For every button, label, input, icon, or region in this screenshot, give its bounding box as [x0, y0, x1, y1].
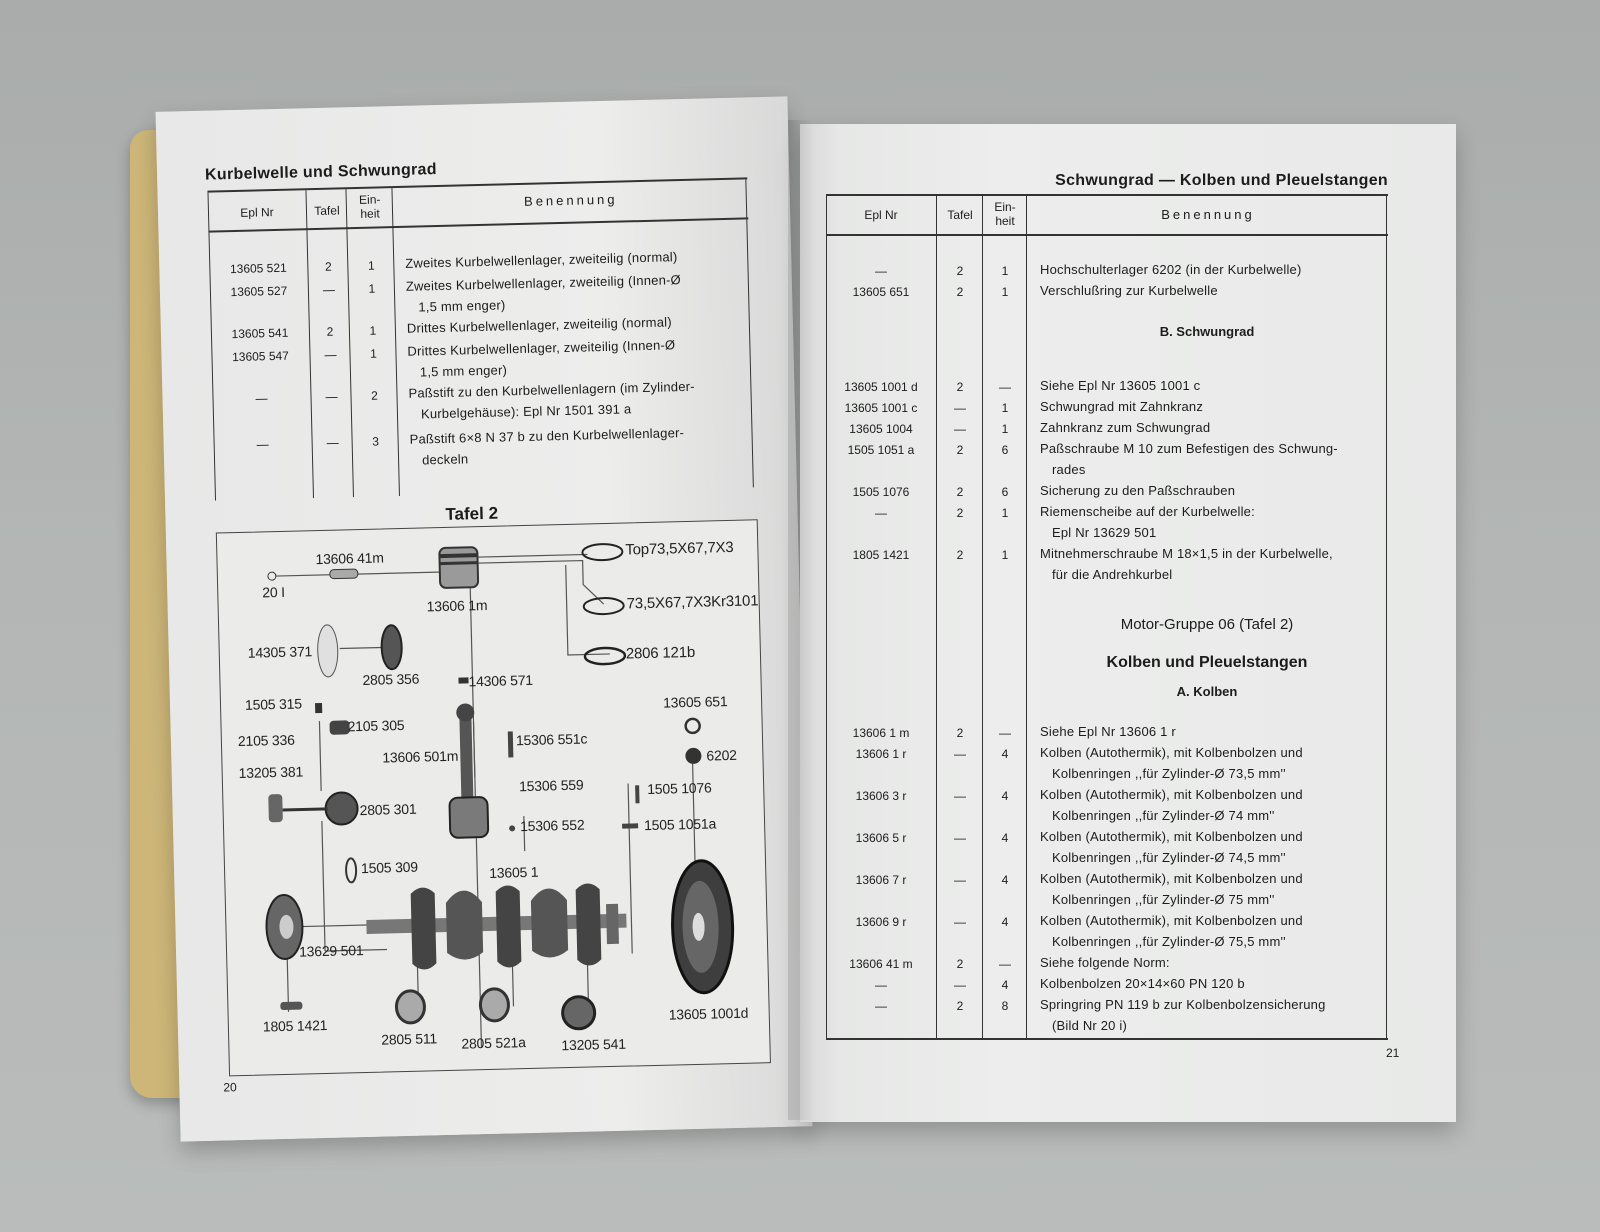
- tafel-value: 2: [956, 380, 964, 394]
- connecting-rod-icon: [447, 703, 488, 838]
- description-line: Kolben (Autothermik), mit Kolbenbolzen und: [1040, 871, 1303, 886]
- einheit-value: 1: [1001, 506, 1009, 520]
- epl-number: 13605 521: [229, 260, 287, 277]
- tafel-value: —: [322, 282, 336, 297]
- header-epl: Epl Nr: [240, 205, 274, 220]
- label-2105-305: 2105 305: [347, 716, 405, 735]
- tafel-value: 2: [956, 726, 964, 740]
- tafel-value: 2: [956, 485, 964, 499]
- description-line: Springring PN 119 b zur Kolbenbolzensicherung: [1040, 997, 1326, 1012]
- einheit-value: —: [999, 726, 1011, 740]
- right-page-title: Schwungrad — Kolben und Pleuelstangen: [1055, 172, 1388, 189]
- description-line: Verschlußring zur Kurbelwelle: [1040, 283, 1218, 298]
- header-benennung: Benennung: [1161, 207, 1255, 222]
- description-line: Zahnkranz zum Schwungrad: [1040, 420, 1211, 435]
- einheit-value: 6: [1001, 443, 1009, 457]
- einheit-value: 4: [1001, 873, 1009, 887]
- einheit-value: 4: [1001, 915, 1009, 929]
- einheit-value: 4: [1001, 831, 1009, 845]
- einheit-value: 4: [1001, 747, 1009, 761]
- table-row: [209, 247, 749, 277]
- description-line: 1,5 mm enger): [419, 362, 508, 380]
- left-parts-table: [207, 177, 754, 500]
- einheit-value: 4: [1001, 978, 1009, 992]
- einheit-value: —: [999, 957, 1011, 971]
- einheit-value: 1: [369, 323, 377, 338]
- label-1505-315: 1505 315: [244, 695, 303, 713]
- einheit-value: 3: [372, 434, 380, 449]
- tafel-value: 2: [956, 285, 964, 299]
- description-line: deckeln: [421, 451, 469, 468]
- tafel-value: —: [954, 401, 966, 415]
- description-line: Riemenscheibe auf der Kurbelwelle:: [1040, 504, 1255, 519]
- label-13605-651: 13605 651: [662, 693, 728, 711]
- exploded-parts-diagram: [216, 519, 771, 1076]
- epl-number: —: [875, 264, 887, 278]
- epl-number: —: [256, 437, 269, 452]
- tafel-value: —: [325, 389, 338, 404]
- epl-number: 13606 1 m: [852, 726, 910, 740]
- epl-number: 13605 651: [852, 285, 910, 299]
- tafel-value: —: [954, 747, 966, 761]
- epl-number: 1505 1076: [852, 485, 910, 499]
- description-line: für die Andrehkurbel: [1052, 567, 1173, 582]
- header-einheit: Ein- heit: [358, 192, 381, 221]
- tafel-value: —: [954, 978, 966, 992]
- label-14306-571: 14306 571: [468, 671, 534, 690]
- epl-number: 13605 547: [231, 348, 290, 365]
- label-13605-1: 13605 1: [489, 863, 539, 881]
- tafel-value: 2: [324, 259, 332, 274]
- description-line: Kolben (Autothermik), mit Kolbenbolzen und: [1040, 745, 1303, 760]
- description-line: Kurbelgehäuse): Epl Nr 1501 391 a: [420, 401, 632, 422]
- tafel-value: 2: [956, 506, 964, 520]
- einheit-value: —: [999, 380, 1011, 394]
- label-2805-521a: 2805 521a: [461, 1034, 526, 1052]
- description-line: Paßstift zu den Kurbelwellenlagern (im Zylinder-: [408, 378, 695, 401]
- epl-number: 13606 7 r: [855, 873, 907, 887]
- einheit-value: 1: [369, 346, 377, 361]
- description-line: Zweites Kurbelwellenlager, zweiteilig (Innen-Ø: [405, 272, 682, 294]
- label-15306-552: 15306 552: [519, 816, 585, 835]
- epl-number: 13606 1 r: [855, 747, 907, 761]
- description-line: Mitnehmerschraube M 18×1,5 in der Kurbelwelle,: [1040, 546, 1333, 561]
- description-line: Hochschulterlager 6202 (in der Kurbelwelle): [1040, 262, 1302, 277]
- einheit-value: 2: [370, 388, 379, 403]
- label-14305-371: 14305 371: [247, 643, 313, 661]
- label-6202: 6202: [706, 746, 737, 764]
- tafel-value: —: [326, 435, 339, 450]
- epl-number: 13606 9 r: [855, 915, 907, 929]
- left-page: [156, 96, 813, 1141]
- piston-pin-icon: [330, 569, 358, 579]
- tafel-value: 2: [956, 548, 964, 562]
- label-kr-ring: 73,5X67,7X3Kr3101: [626, 592, 759, 613]
- tafel-value: 2: [956, 957, 964, 971]
- label-13606-41m: 13606 41m: [315, 549, 384, 568]
- description-line: 1,5 mm enger): [418, 297, 506, 315]
- description-line: Siehe Epl Nr 13605 1001 c: [1040, 378, 1201, 393]
- tafel-value: 2: [956, 443, 964, 457]
- label-13606-1m: 13606 1m: [426, 596, 488, 615]
- tafel-value: —: [954, 789, 966, 803]
- tafel-value: —: [954, 422, 966, 436]
- einheit-value: 1: [368, 281, 376, 296]
- crankshaft-icon: [366, 883, 628, 971]
- label-top-ring: Top73,5X67,7X3: [625, 538, 734, 559]
- epl-number: —: [875, 506, 887, 520]
- epl-number: 13605 1001 d: [844, 380, 918, 394]
- label-13605-1001d: 13605 1001d: [668, 1004, 749, 1023]
- kolben-section-title: Kolben und Pleuelstangen: [1106, 654, 1308, 671]
- label-2805-301: 2805 301: [359, 800, 417, 819]
- description-line: Kolben (Autothermik), mit Kolbenbolzen und: [1040, 913, 1303, 928]
- label-2805-356: 2805 356: [362, 670, 420, 688]
- table-header: [208, 179, 749, 232]
- table-row: [213, 423, 753, 468]
- einheit-value: 8: [1001, 999, 1009, 1013]
- header-einheit: Ein- heit: [994, 200, 1016, 228]
- description-line: Drittes Kurbelwellenlager, zweiteilig (Innen-Ø: [407, 337, 676, 359]
- epl-number: 13606 5 r: [855, 831, 907, 845]
- label-15306-551c: 15306 551c: [515, 730, 588, 749]
- tafel-value: —: [324, 347, 337, 362]
- label-13629-501: 13629 501: [298, 942, 364, 960]
- tafel-value: —: [954, 915, 966, 929]
- book-gutter-shadow: [788, 120, 814, 1120]
- description-line: Kolbenringen ,,für Zylinder-Ø 74 mm'': [1052, 808, 1275, 823]
- description-line: Kolbenbolzen 20×14×60 PN 120 b: [1040, 976, 1245, 991]
- tafel-value: —: [954, 873, 966, 887]
- epl-number: 13605 1001 c: [844, 401, 918, 415]
- description-line: Paßstift 6×8 N 37 b zu den Kurbelwellenlager-: [409, 425, 685, 447]
- figure-title: Tafel 2: [445, 503, 499, 524]
- epl-number: —: [255, 391, 268, 406]
- einheit-value: 1: [1001, 422, 1009, 436]
- label-13205-381: 13205 381: [238, 763, 304, 782]
- epl-number: 1505 1051 a: [847, 443, 915, 457]
- epl-number: 13606 41 m: [849, 957, 913, 971]
- description-line: Kolben (Autothermik), mit Kolbenbolzen und: [1040, 829, 1303, 844]
- tafel-value: 2: [326, 324, 334, 339]
- epl-number: —: [875, 978, 887, 992]
- header-epl: Epl Nr: [864, 208, 898, 222]
- einheit-value: 1: [1001, 548, 1009, 562]
- page-number-right: 21: [1386, 1046, 1400, 1060]
- description-line: Kolbenringen ,,für Zylinder-Ø 75,5 mm'': [1052, 934, 1286, 949]
- epl-number: 13605 541: [231, 325, 289, 342]
- description-line: Kolbenringen ,,für Zylinder-Ø 73,5 mm'': [1052, 766, 1286, 781]
- description-line: Siehe folgende Norm:: [1040, 955, 1170, 970]
- page-number-left: 20: [223, 1080, 237, 1095]
- description-line: Drittes Kurbelwellenlager, zweiteilig (normal): [406, 314, 672, 336]
- description-line: Sicherung zu den Paßschrauben: [1040, 483, 1236, 498]
- label-2806-121b: 2806 121b: [625, 643, 696, 663]
- piston-icon: [439, 547, 478, 588]
- description-line: Kolbenringen ,,für Zylinder-Ø 74,5 mm'': [1052, 850, 1286, 865]
- header-tafel: Tafel: [314, 203, 340, 219]
- label-15306-559: 15306 559: [518, 776, 584, 795]
- einheit-value: 1: [367, 258, 375, 273]
- section-b-heading: B. Schwungrad: [1159, 324, 1255, 339]
- header-tafel: Tafel: [947, 208, 973, 222]
- label-2105-336: 2105 336: [237, 731, 295, 750]
- einheit-value: 6: [1001, 485, 1009, 499]
- tafel-value: 2: [956, 999, 964, 1013]
- einheit-value: 1: [1001, 285, 1009, 299]
- epl-number: 13605 1004: [849, 422, 913, 436]
- left-page-title: Kurbelwelle und Schwungrad: [204, 161, 438, 184]
- description-line: Kolbenringen ,,für Zylinder-Ø 75 mm'': [1052, 892, 1275, 907]
- label-13606-501m: 13606 501m: [382, 747, 459, 766]
- tafel-value: —: [954, 831, 966, 845]
- tafel-value: 2: [956, 264, 964, 278]
- description-line: Siehe Epl Nr 13606 1 r: [1040, 724, 1176, 739]
- description-line: Schwungrad mit Zahnkranz: [1040, 399, 1204, 414]
- description-line: Zweites Kurbelwellenlager, zweiteilig (normal): [405, 249, 678, 271]
- section-a-heading: A. Kolben: [1176, 684, 1238, 699]
- einheit-value: 1: [1001, 401, 1009, 415]
- label-20i: 20 I: [262, 583, 286, 601]
- einheit-value: 1: [1001, 264, 1009, 278]
- header-benennung: Benennung: [523, 191, 618, 209]
- einheit-value: 4: [1001, 789, 1009, 803]
- label-13205-541: 13205 541: [561, 1035, 627, 1054]
- description-line: Paßschraube M 10 zum Befestigen des Schwung-: [1040, 441, 1338, 456]
- description-line: rades: [1052, 462, 1086, 477]
- motor-group-heading: Motor-Gruppe 06 (Tafel 2): [1120, 616, 1294, 633]
- description-line: (Bild Nr 20 i): [1052, 1018, 1128, 1033]
- right-parts-table: [826, 194, 1388, 1040]
- table-header: [826, 196, 1388, 236]
- description-line: Kolben (Autothermik), mit Kolbenbolzen und: [1040, 787, 1303, 802]
- label-1505-1051a: 1505 1051a: [643, 815, 717, 834]
- label-1505-1076: 1505 1076: [647, 779, 712, 798]
- label-1505-309: 1505 309: [360, 858, 419, 877]
- epl-number: 13606 3 r: [855, 789, 907, 803]
- label-1805-1421: 1805 1421: [262, 1016, 328, 1035]
- epl-number: —: [875, 999, 887, 1013]
- epl-number: 13605 527: [230, 283, 288, 300]
- epl-number: 1805 1421: [852, 548, 910, 562]
- right-page: [800, 124, 1456, 1122]
- flywheel-icon: [671, 860, 734, 993]
- label-2805-511: 2805 511: [381, 1030, 438, 1048]
- description-line: Epl Nr 13629 501: [1052, 525, 1157, 540]
